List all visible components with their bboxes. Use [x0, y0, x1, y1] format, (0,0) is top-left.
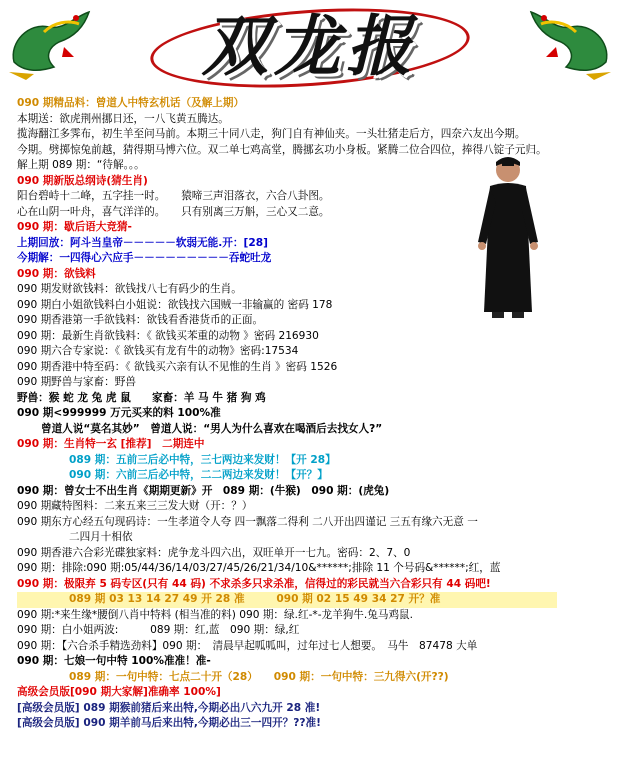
right-dragon-icon: [524, 2, 616, 84]
text-line: 心在山阴一叶舟，喜气洋洋的。 只有别离三万斛，三心又二意。: [17, 205, 330, 218]
text-line: 高级会员版[090 期大家解]准确率 100%]: [17, 686, 221, 698]
text-line: 090 期六合专家说：《 欲钱买有龙有牛的动物》密码:17534: [17, 345, 299, 357]
text-line: 090 期新版总纲诗(猜生肖): [17, 174, 148, 187]
text-line: 本期送：欲虎荆州挪日还，一八飞黄五腾达。: [17, 112, 229, 125]
text-line: 090 期香港第一手欲钱料：欲钱看香港货币的正面。: [17, 314, 264, 326]
text-line: 野兽：猴 蛇 龙 兔 虎 鼠 家畜：羊 马 牛 猪 狗 鸡: [17, 391, 266, 404]
text-line: 今期解：一四得心六应手－－－－－－－－－吞蛇吐龙: [17, 252, 272, 264]
text-line: 曾道人说“莫名其妙” 曾道人说：“男人为什么喜欢在喝酒后去找女人?”: [41, 422, 383, 435]
text-line: 上期回放：阿斗当皇帝－－－－－软弱无能.开：[28]: [17, 236, 268, 249]
text-line: 090 期东方心经五句现码诗：一生孝道令人夸 四一飘落二得利 二八开出四谨记 三五有缘六无意 一: [17, 515, 478, 528]
text-line: 090 期<999999 万元买来的料 100%准: [17, 407, 221, 419]
text-line: 阳台碧峙十二峰，五字挂一时。 猿啼三声泪落衣，六合八卦图。: [17, 190, 330, 202]
text-line: 揽海翻江多霁布，初生羊至问马前。本期三十同八走，狗门自有神仙夹。一头壮猪走后方，四奈六友出今期。: [17, 128, 526, 140]
article-body: [17, 96, 557, 732]
text-line: 089 期：一句中特：七点二十开（28） 090 期：一句中特：三九得六(开??): [69, 670, 449, 683]
text-line: 090 期：生肖特一玄 [推荐] 二期连中: [17, 438, 205, 450]
text-line: 089 期 03 13 14 27 49 开 28 准 090 期 02 15 49 34 27 开？准: [17, 592, 557, 608]
text-line: 090 期：最新生肖欲钱料：《 欲钱买苯重的动物 》密码 216930: [17, 329, 319, 342]
text-line: 090 期：【六合杀手精选劲料】090 期： 清晨早起呱呱叫，过年过七人想要。 马牛 87478 大单: [17, 639, 478, 652]
text-line: 090 期发财欲钱料：欲钱找八七有码少的生肖。: [17, 283, 242, 295]
text-line: 090 期野兽与家畜：野兽: [17, 376, 136, 388]
text-line: 090 期精品料：曾道人中特玄机话（及解上期）: [17, 97, 245, 109]
text-line: 090 期白小姐欲钱料白小姐说：欲钱找六国贼一非输赢的 密码 178: [17, 298, 333, 311]
text-line: 090 期：排除:090 期:05/44/36/14/03/27/45/26/21/34/10&******;排除 11 个号码&******;红，蓝: [17, 562, 501, 574]
text-line: 090 期香港中特至码：《 欲钱买六亲有认不见惟的生肖 》密码 1526: [17, 360, 338, 373]
text-line: 090 期藏特图料：二来五来三三发大财（开：？）: [17, 500, 253, 512]
text-line: 090 期：曾女士不出生肖《期期更新》开 089 期：(牛猴) 090 期：(虎兔): [17, 484, 390, 497]
text-line: 089 期：五前三后必中特，三七两边来发财！【开 28】: [69, 453, 336, 466]
text-line: 二四月十相依: [69, 531, 133, 543]
text-line: 090 期：极限弃 5 码专区(只有 44 码) 不求杀多只求杀准，信得过的彩民就当六合彩只有 44 码吧!: [17, 577, 491, 590]
text-line: 090 期：欲钱料: [17, 267, 96, 280]
left-dragon-icon: [4, 2, 96, 84]
header: [0, 0, 620, 96]
text-line: [高级会员版] 089 期猴前猪后来出特,今期必出八六九开 28 准!: [17, 701, 321, 714]
text-line: 090 期：白小姐两波: 089 期：红,蓝 090 期：绿,红: [17, 624, 300, 636]
page-title: 双龙报: [202, 7, 418, 85]
text-line: 解上期 089 期：“待解。。。: [17, 159, 145, 171]
text-line: 090 期香港六合彩光碟独家料：虎争龙斗四六出，双旺单开一七九。密码：2、7、0: [17, 546, 411, 559]
text-line: 090 期：六前三后必中特，二二两边来发财！【开？】: [69, 469, 328, 481]
text-line: 090 期：七娘一句中特 100%准准！准-: [17, 655, 211, 667]
text-line: 090 期:*来生缘*腰倒八肖中特料 (相当准的料) 090 期：绿.红-*-龙羊狗牛.兔马鸡鼠.: [17, 608, 414, 621]
text-line: 今期。劈掷惊兔前越，猜得期马博六位。双二单七鸡高堂，腾挪玄功小身板。紧腾二位合四位，捧得八锭子元归。: [17, 143, 547, 156]
text-line: [高级会员版] 090 期羊前马后来出特,今期必出三一四开？??准!: [17, 717, 321, 729]
text-line: 090 期：歇后语大竞猜-: [17, 221, 132, 233]
